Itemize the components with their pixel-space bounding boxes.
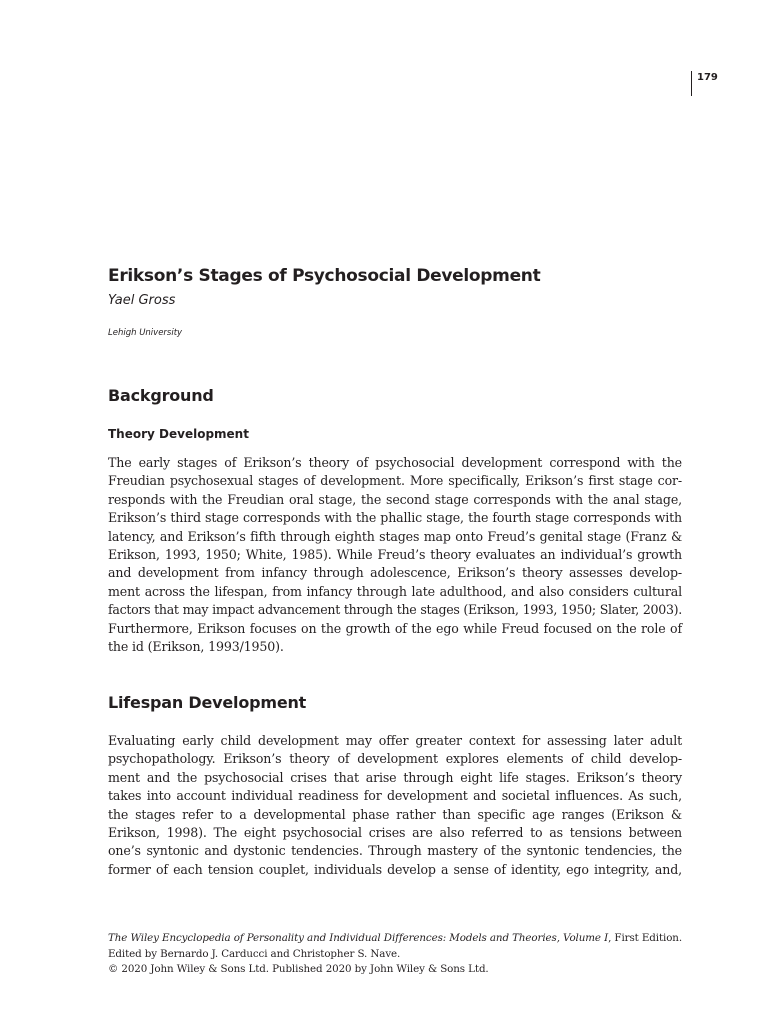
paragraph-line: the id (Erikson, 1993/1950).: [108, 638, 284, 654]
paragraph-line: ment and the psychosocial crises that arise through eight life stages. Erikson’s theory: [108, 769, 682, 785]
paragraph-line: Erikson, 1993, 1950; White, 1985). While Freud’s theory evaluates an individual’s growth: [108, 546, 682, 562]
footer-citation: [108, 931, 682, 947]
book-title: The Wiley Encyclopedia of Personality and Individual Differences: Models and Theories, Volume I: [108, 932, 609, 944]
paragraph-line: The early stages of Erikson’s theory of psychosocial development correspond with the: [108, 455, 682, 470]
paragraph-line: latency, and Erikson’s fifth through eighth stages map onto Freud’s genital stage (Franz &: [108, 528, 682, 544]
paragraph-line: and development from infancy through adolescence, Erikson’s theory assesses develop-: [108, 565, 682, 581]
author-affiliation: Lehigh University: [108, 328, 183, 338]
paragraph-line: Erikson, 1998). The eight psychosocial crises are also referred to as tensions between: [108, 824, 682, 840]
paragraph-line: Freudian psychosexual stages of development. More specifically, Erikson’s first stage cor-: [108, 473, 682, 489]
background-paragraph: [108, 454, 682, 656]
subsection-heading-theory-development: Theory Development: [108, 427, 249, 441]
paragraph-line: responds with the Freudian oral stage, the second stage corresponds with the anal stage,: [108, 491, 682, 507]
section-heading-lifespan-development: Lifespan Development: [108, 693, 307, 712]
paragraph-line: the stages refer to a developmental phase rather than specific age ranges (Erikson &: [108, 806, 682, 822]
lifespan-paragraph: [108, 732, 682, 879]
paragraph-line: Evaluating early child development may offer greater context for assessing later adult: [108, 733, 682, 748]
footer-copyright: © 2020 John Wiley & Sons Ltd. Published 2020 by John Wiley & Sons Ltd.: [108, 963, 489, 975]
section-heading-background: Background: [108, 386, 214, 405]
paragraph-line: takes into account individual readiness for development and societal influences. As such,: [108, 788, 682, 804]
article-title: Erikson’s Stages of Psychosocial Development: [108, 266, 541, 286]
paragraph-line: ment across the lifespan, from infancy through late adulthood, and also considers cultural: [108, 583, 682, 599]
page-number: 179: [697, 72, 718, 83]
paragraph-line: psychopathology. Erikson’s theory of development explores elements of child develop-: [108, 751, 682, 767]
paragraph-line: one’s syntonic and dystonic tendencies. Through mastery of the syntonic tendencies, the: [108, 843, 682, 859]
paragraph-line: Furthermore, Erikson focuses on the growth of the ego while Freud focused on the role of: [108, 620, 682, 636]
publication-footer: [108, 931, 682, 978]
edition-text: , First Edition.: [608, 932, 682, 944]
article-author: Yael Gross: [108, 293, 176, 308]
paragraph-line: factors that may impact advancement through the stages (Erikson, 1993, 1950; Slater, 2003).: [108, 602, 682, 618]
page-number-rule: [691, 71, 692, 96]
footer-editors: Edited by Bernardo J. Carducci and Christopher S. Nave.: [108, 947, 401, 960]
paragraph-line: Erikson’s third stage corresponds with the phallic stage, the fourth stage corresponds with: [108, 510, 682, 526]
paragraph-line: former of each tension couplet, individuals develop a sense of identity, ego integrity, and,: [108, 861, 682, 877]
